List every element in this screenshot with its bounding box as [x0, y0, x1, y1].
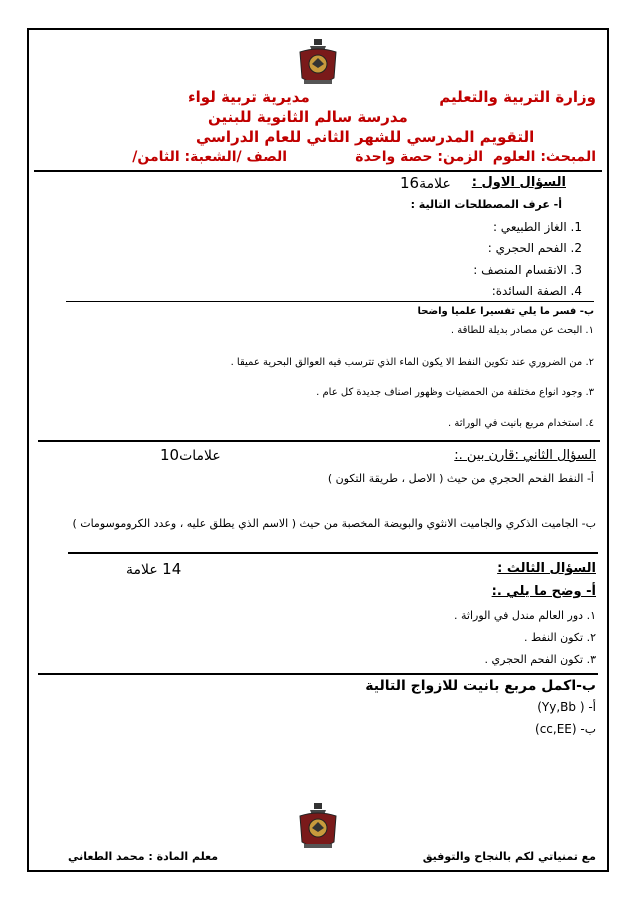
jordan-emblem-bottom-icon: [296, 802, 340, 854]
q3-title: السؤال الثالث :: [497, 561, 596, 576]
q3-b-item-1: أ- ( Yy,Bb): [537, 700, 596, 714]
q1-b-item-3: ٣. وجود انواع مختلفة من الحمضيات وظهور اصناف جديدة كل عام .: [316, 387, 594, 398]
q3-marks-num: 14: [162, 560, 182, 578]
q3-a-item-3: ٣. تكون الفحم الحجري .: [484, 653, 596, 666]
q3-marks: [126, 560, 181, 578]
footer-teacher: معلم المادة : محمد الطعاني: [68, 850, 219, 863]
jordan-emblem-icon: [296, 38, 340, 90]
q1-a-item-3: 3. الانقسام المنصف :: [473, 263, 582, 277]
header-divider: [34, 170, 602, 172]
directorate-title: مديرية تربية لواء: [188, 88, 310, 106]
footer-wishes: مع تمنياتي لكم بالنجاح والتوفيق: [422, 850, 596, 863]
q2-item-b: ب- الجاميت الذكري والجاميت الانثوي والبويضة المخصبة من حيث ( الاسم الذي يطلق عليه ، وعدد الكروموسومات ): [72, 517, 596, 530]
q2-marks-num: 10: [160, 446, 180, 464]
q1-part-b-heading: ب- فسر ما يلي تفسيرا علميا واضحا: [417, 306, 594, 317]
q1-marks-word: علامة: [419, 176, 451, 192]
school-name: مدرسة سالم الثانوية للبنين: [208, 108, 408, 126]
q1-a-item-4: 4. الصفة السائدة:: [491, 284, 582, 298]
q1-b-item-2: ٢. من الضروري عند تكوين النفط الا يكون الماء الذي تترسب فيه العوالق البحرية عميقا .: [230, 357, 594, 368]
q3-part-b-divider: [38, 673, 598, 675]
q3-part-b-heading: ب-اكمل مربع بانيت للازواج التالية: [365, 678, 596, 694]
q3-a-item-2: ٢. تكون النفط .: [523, 631, 596, 644]
q3-top-divider: [68, 552, 598, 554]
q2-top-divider: [38, 440, 600, 442]
q2-title: السؤال الثاني :قارن بين .:: [454, 448, 596, 463]
q1-marks: [400, 174, 451, 192]
q1-part-a-heading: أ- عرف المصطلحات التالية :: [410, 198, 562, 211]
q1-divider: [66, 301, 594, 302]
q3-b-item-2: ب- (cc,EE): [535, 722, 596, 736]
q2-marks: [160, 446, 221, 464]
q1-a-item-2: 2. الفحم الحجري :: [487, 241, 582, 255]
q2-marks-word: علامات: [179, 448, 221, 464]
q1-b-item-1: ١. البحث عن مصادر بديلة للطاقة .: [450, 325, 594, 336]
q1-a-item-1: 1. الغاز الطبيعي :: [492, 220, 582, 234]
subject-info-line: المبحث: العلوم الزمن: حصة واحدة الصف /الشعبة: الثامن/: [132, 149, 596, 165]
evaluation-title: التقويم المدرسي للشهر الثاني للعام الدراسي: [196, 128, 535, 146]
q3-a-item-1: ١. دور العالم مندل في الوراثة .: [454, 609, 596, 622]
q1-b-item-4: ٤. استخدام مربع بانيت في الوراثة .: [448, 418, 594, 429]
q1-title: السؤال الاول :: [471, 175, 566, 190]
ministry-title: وزارة التربية والتعليم: [439, 88, 596, 106]
q3-part-a-heading: أ- وضح ما يلي .:: [491, 584, 596, 599]
q1-marks-num: 16: [400, 174, 420, 192]
q3-marks-word: علامة: [126, 562, 158, 578]
q2-item-a: أ- النفط الفحم الحجري من حيث ( الاصل ، طريقة التكون ): [327, 472, 594, 485]
